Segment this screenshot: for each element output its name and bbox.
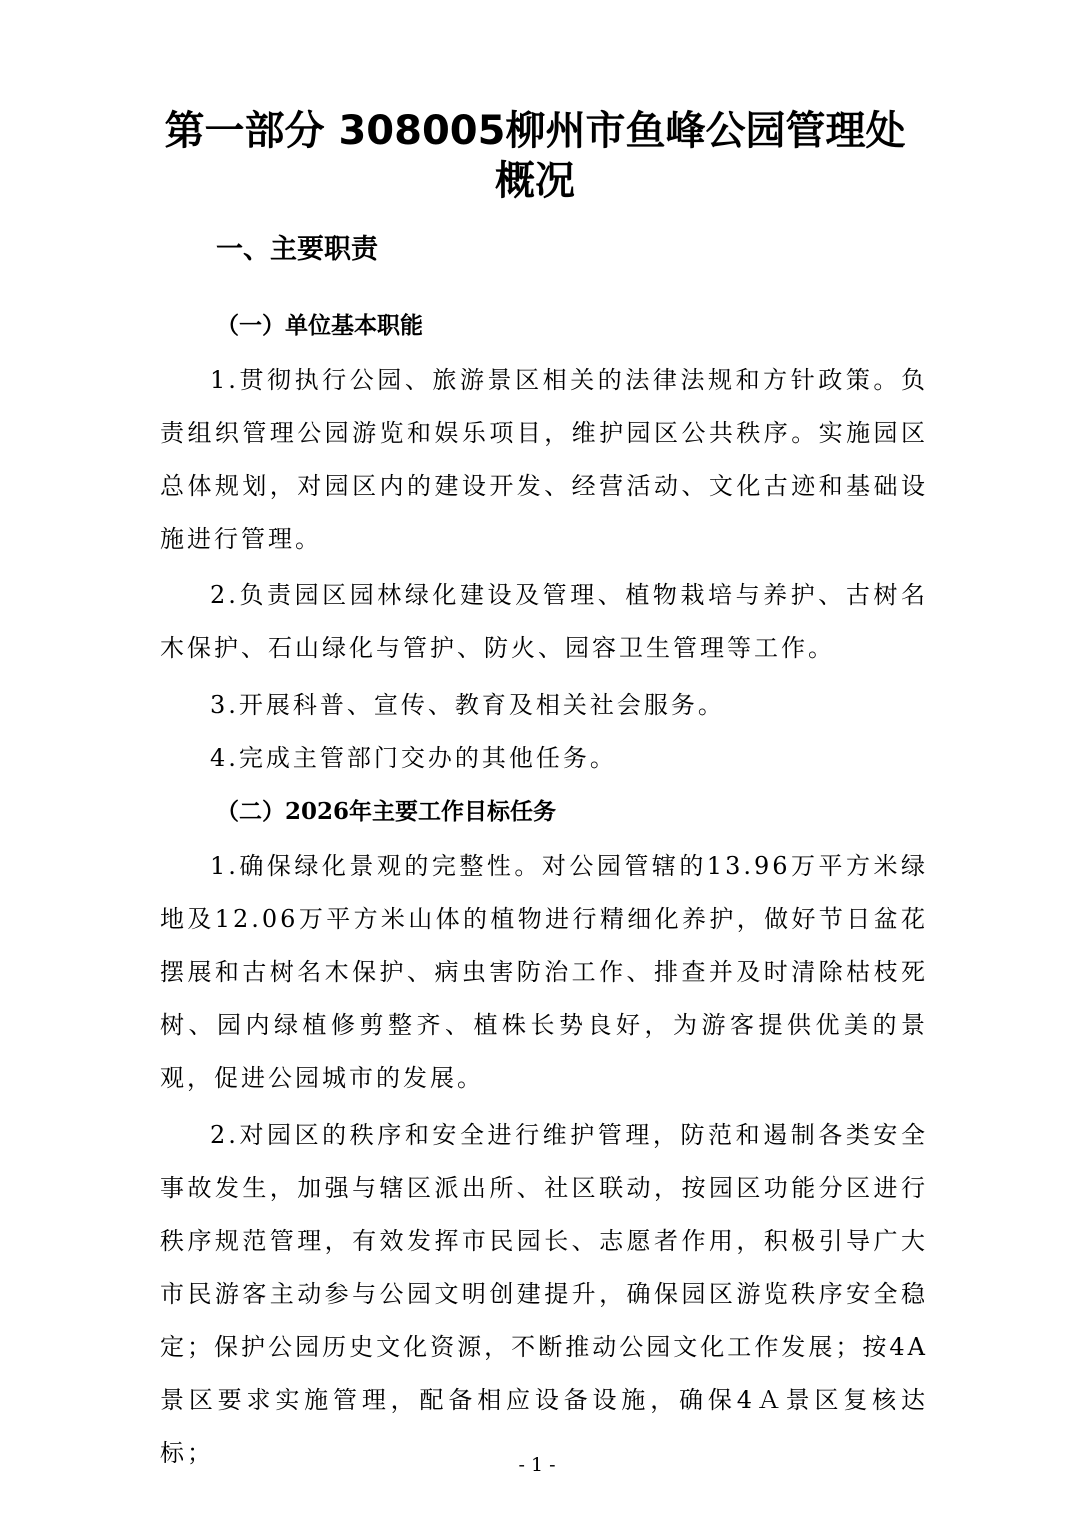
paragraph-function-2: 2.负责园区园林绿化建设及管理、植物栽培与养护、古树名木保护、石山绿化与管护、防火、园容卫生管理等工作。 <box>160 581 928 662</box>
subsection-heading-basic-functions: （一）单位基本职能 <box>216 312 423 339</box>
subsection-heading-work-targets: （二）2026年主要工作目标任务 <box>216 798 557 825</box>
section-heading-main-duties: 一、主要职责 <box>216 234 378 265</box>
page-number: - 1 - <box>518 1454 556 1476</box>
paragraph-target-2: 2.对园区的秩序和安全进行维护管理，防范和遏制各类安全事故发生，加强与辖区派出所、社区联动，按园区功能分区进行秩序规范管理，有效发挥市民园长、志愿者作用，积极引导广大市民游客主动参与公园文明创建提升，确保园区游览秩序安全稳定；保护公园历史文化资源，不断推动公园文化工作发展；按4A景区要求实施管理，配备相应设备设施，确保4Ａ景区复核达标； <box>160 1121 928 1467</box>
paragraph-function-3: 3.开展科普、宣传、教育及相关社会服务。 <box>210 691 725 719</box>
paragraph-function-4: 4.完成主管部门交办的其他任务。 <box>210 744 617 772</box>
page-title: 第一部分 308005柳州市鱼峰公园管理处概况 <box>164 108 906 204</box>
paragraph-function-1: 1.贯彻执行公园、旅游景区相关的法律法规和方针政策。负责组织管理公园游览和娱乐项目，维护园区公共秩序。实施园区总体规划，对园区内的建设开发、经营活动、文化古迹和基础设施进行管理。 <box>160 366 928 553</box>
paragraph-target-1: 1.确保绿化景观的完整性。对公园管辖的13.96万平方米绿地及12.06万平方米山体的植物进行精细化养护，做好节日盆花摆展和古树名木保护、病虫害防治工作、排查并及时清除枯枝死树、园内绿植修剪整齐、植株长势良好，为游客提供优美的景观，促进公园城市的发展。 <box>160 852 928 1092</box>
